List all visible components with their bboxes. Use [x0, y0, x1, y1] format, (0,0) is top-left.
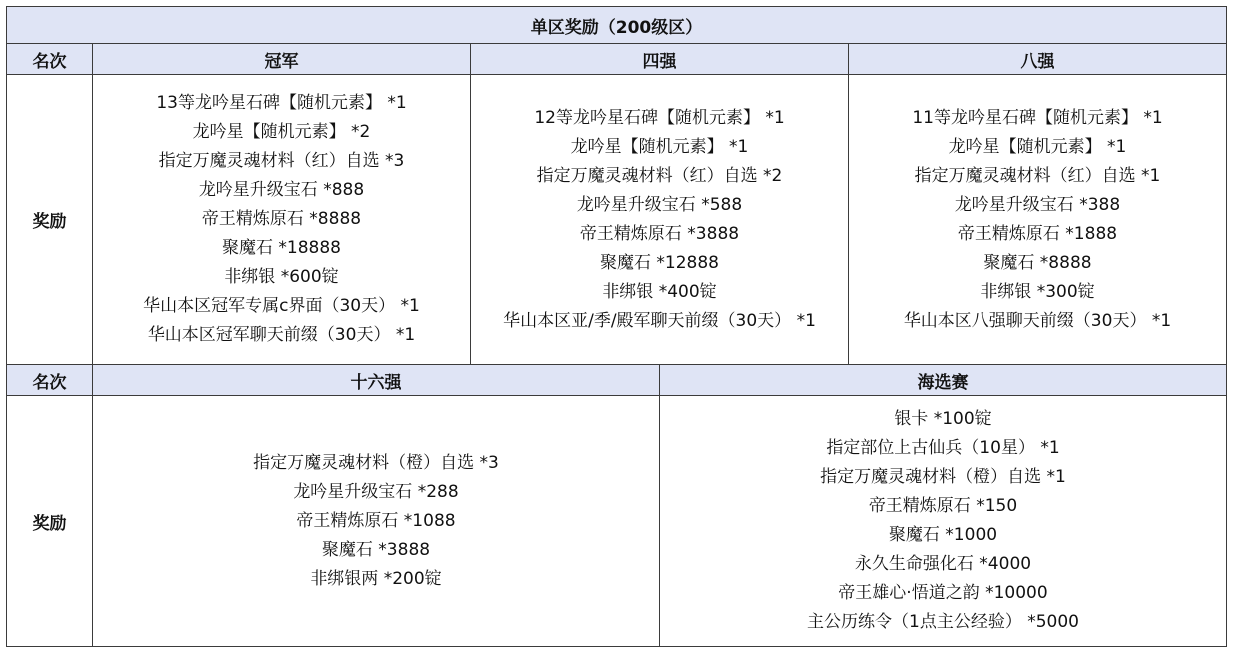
reward-item: 龙吟星升级宝石 *588: [576, 194, 743, 215]
column-header-champion: 冠军: [93, 44, 471, 75]
rewards-table: [6, 6, 1227, 647]
reward-item: 聚魔石 *12888: [600, 252, 719, 273]
reward-item: 13等龙吟星石碑【随机元素】 *1: [156, 93, 407, 113]
reward-item: 华山本区冠军聊天前缀（30天） *1: [147, 325, 416, 345]
rank-header: 名次: [7, 44, 93, 75]
reward-item: 11等龙吟星石碑【随机元素】 *1: [912, 107, 1163, 128]
reward-item: 指定万魔灵魂材料（红）自选 *2: [536, 165, 783, 186]
reward-item: 帝王精炼原石 *8888: [201, 209, 362, 229]
reward-item: 非绑银 *300锭: [980, 281, 1095, 302]
reward-item: 指定万魔灵魂材料（红）自选 *1: [914, 165, 1161, 186]
reward-label: 奖励: [7, 75, 93, 365]
column-header-qualifier: 海选赛: [660, 365, 1226, 396]
reward-item: 聚魔石 *1000: [888, 525, 998, 545]
reward-item: 非绑银两 *200锭: [310, 568, 442, 589]
column-header-top8: 八强: [849, 44, 1226, 75]
reward-item: 非绑银 *400锭: [602, 281, 717, 302]
reward-item: 12等龙吟星石碑【随机元素】 *1: [534, 107, 785, 128]
reward-list-top4: [471, 75, 849, 365]
reward-item: 指定部位上古仙兵（10星） *1: [826, 438, 1060, 458]
column-header-top4: 四强: [471, 44, 849, 75]
reward-item: 指定万魔灵魂材料（红）自选 *3: [158, 151, 405, 171]
reward-item: 帝王雄心·悟道之韵 *10000: [838, 583, 1048, 603]
reward-item: 华山本区八强聊天前缀（30天） *1: [903, 310, 1172, 331]
reward-item: 聚魔石 *8888: [983, 252, 1092, 273]
reward-item: 龙吟星升级宝石 *388: [954, 194, 1121, 215]
reward-list-champion: [93, 75, 471, 365]
reward-item: 主公历练令（1点主公经验） *5000: [807, 612, 1079, 632]
reward-item: 永久生命强化石 *4000: [854, 554, 1032, 574]
reward-item: 龙吟星升级宝石 *288: [293, 481, 459, 502]
reward-item: 聚魔石 *3888: [321, 539, 431, 560]
column-header-top16: 十六强: [93, 365, 660, 396]
reward-item: 龙吟星【随机元素】 *1: [570, 136, 749, 157]
reward-item: 银卡 *100锭: [894, 409, 992, 429]
reward-list-qualifier: [660, 396, 1226, 646]
reward-label: 奖励: [7, 396, 93, 646]
reward-item: 非绑银 *600锭: [224, 267, 339, 287]
reward-list-top16: [93, 396, 660, 646]
rank-header: 名次: [7, 365, 93, 396]
reward-item: 龙吟星【随机元素】 *2: [192, 122, 371, 142]
reward-item: 指定万魔灵魂材料（橙）自选 *1: [820, 467, 1066, 487]
reward-list-top8: [849, 75, 1226, 365]
reward-item: 指定万魔灵魂材料（橙）自选 *3: [253, 452, 499, 473]
reward-item: 帝王精炼原石 *3888: [579, 223, 740, 244]
reward-item: 帝王精炼原石 *1088: [296, 510, 456, 531]
reward-item: 帝王精炼原石 *1888: [957, 223, 1118, 244]
reward-item: 华山本区冠军专属c界面（30天） *1: [143, 296, 420, 316]
reward-item: 帝王精炼原石 *150: [868, 496, 1018, 516]
reward-item: 聚魔石 *18888: [222, 238, 341, 258]
table-title: 单区奖励（200级区）: [7, 7, 1226, 44]
reward-item: 龙吟星升级宝石 *888: [198, 180, 365, 200]
reward-item: 华山本区亚/季/殿军聊天前缀（30天） *1: [503, 310, 816, 331]
reward-item: 龙吟星【随机元素】 *1: [948, 136, 1127, 157]
